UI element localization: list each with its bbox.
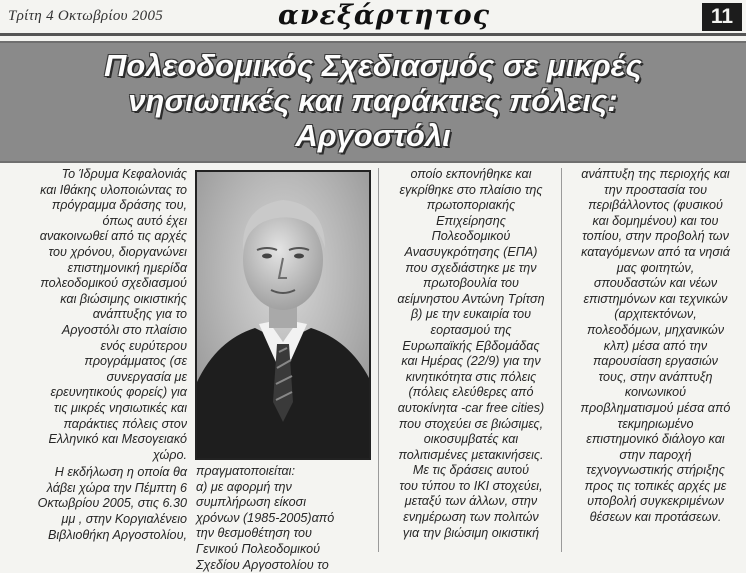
text-line: και Ιθάκης υλοποιώντας το xyxy=(40,182,187,197)
text-line: χρόνων (1985-2005)από xyxy=(196,510,335,525)
article-column-2 xyxy=(196,464,376,573)
text-line: καταγόμενων από τα νησιά xyxy=(581,244,730,259)
text-line: Πολεοδομικού xyxy=(431,229,511,244)
text-line: στην παροχή xyxy=(619,447,692,462)
headline-line: νησιωτικές και παράκτιες πόλεις: xyxy=(128,83,618,118)
text-line: ανάπτυξη της περιοχής και xyxy=(581,167,730,181)
text-line: και Ημέρας (22/9) για την xyxy=(401,354,541,369)
text-line: προς τις τοπικές αρχές με xyxy=(584,478,727,493)
text-line: παράκτιες πόλεις στον xyxy=(63,416,187,431)
text-line: α) με αφορμή την xyxy=(196,479,292,494)
portrait-photo xyxy=(195,170,371,460)
text-line: περιβάλλοντος (φυσικού xyxy=(588,198,723,213)
text-line: συμπλήρωση είκοσι xyxy=(196,495,307,510)
text-line: β) με την ευκαιρία του xyxy=(410,307,532,322)
masthead: ανεξάρτητος xyxy=(278,0,491,31)
text-line: επιστημονικό διάλογο και xyxy=(586,432,725,447)
text-line: Αργοστόλι στο πλαίσιο xyxy=(61,322,187,337)
text-line: τεχνογνωστικής στήριξης xyxy=(586,463,725,478)
text-line: παρουσίαση εργασιών xyxy=(593,354,718,369)
text-line: πολιτισμένες μετακινήσεις. xyxy=(398,447,544,462)
article-column-1 xyxy=(6,167,187,543)
headline-line: Αργοστόλι xyxy=(295,118,451,153)
headline-line: Πολεοδομικός Σχεδιασμός σε μικρές xyxy=(104,48,642,83)
text-line: κλπ) μέσα από την xyxy=(603,338,708,353)
text-line: σπουδαστών και νέων xyxy=(593,276,718,291)
text-line: Η εκδήλωση η οποία θα xyxy=(54,465,187,480)
text-line: μεταξύ των άλλων, στην xyxy=(404,494,538,509)
text-line: λάβει χώρα την Πέμπτη 6 xyxy=(46,480,187,495)
column-divider xyxy=(561,168,562,552)
text-line: του τύπου το ΙΚΙ στοχεύει, xyxy=(399,478,543,493)
text-line: οικοσυμβατές και xyxy=(423,432,519,447)
text-line: επιστημονική ημερίδα xyxy=(67,260,187,275)
header-rule xyxy=(0,33,746,36)
text-line: ενημέρωση των πολιτών xyxy=(403,510,539,525)
portrait-illustration xyxy=(197,172,369,458)
text-line: ερευνητικούς φορείς) για xyxy=(50,385,187,400)
text-line: κοινωνικού xyxy=(624,385,687,400)
text-line: πολεοδόμων, μηχανικών xyxy=(586,322,725,337)
text-line: Ευρωπαϊκής Εβδομάδας xyxy=(402,338,540,353)
text-line: Βιβλιοθήκη Αργοστολίου, xyxy=(47,527,187,542)
text-line: τους, στην ανάπτυξη xyxy=(598,369,713,384)
text-line: μμ , στην Κοργιαλένειο xyxy=(61,512,187,527)
text-line: που στοχεύει σε βιώσιμες, xyxy=(398,416,544,431)
text-line: Οκτωβρίου 2005, στις 6.30 xyxy=(37,496,187,511)
text-line: υποβολή συγκεκριμένων xyxy=(587,494,724,509)
text-line: τεκμηριωμένο xyxy=(617,416,694,431)
text-line: μας φοιτητών, xyxy=(616,260,695,275)
text-line: την προστασία του xyxy=(604,182,707,197)
text-line: Το Ίδρυμα Κεφαλονιάς xyxy=(61,167,187,181)
text-line: εγκρίθηκε στο πλαίσιο της xyxy=(399,182,543,197)
text-line: πολεοδομικού σχεδιασμού xyxy=(40,276,187,291)
date-line: Τρίτη 4 Οκτωβρίου 2005 xyxy=(8,8,164,24)
text-line: Ελληνικό και Μεσογειακό xyxy=(48,432,187,447)
text-line: αείμνηστου Αντώνη Τρίτση xyxy=(397,291,545,306)
text-line: οποίο εκπονήθηκε και xyxy=(410,167,532,181)
text-line: προγράμματος (σε xyxy=(84,354,187,369)
text-line: ανάπτυξης για το xyxy=(92,307,187,322)
text-line: αυτοκίνητα -car free cities) xyxy=(397,400,545,415)
text-line: όπως αυτό έχει xyxy=(102,213,187,228)
text-line: πρωτοβουλία του xyxy=(423,276,519,291)
text-line: τοπίου, στην προβολή των xyxy=(582,229,729,244)
text-line: πρόγραμμα δράσης του, xyxy=(51,198,187,213)
text-line: πρωτοποριακής xyxy=(426,198,516,213)
text-line: κινητικότητα στις πόλεις xyxy=(405,369,537,384)
text-line: για την βιώσιμη οικιστική xyxy=(402,525,540,540)
article-column-4 xyxy=(568,167,743,526)
page-number-badge: 11 xyxy=(702,3,742,31)
text-line: που σχεδιάστηκε με την xyxy=(405,260,537,275)
text-line: Με τις δράσεις αυτού xyxy=(412,463,530,478)
headline xyxy=(0,48,746,153)
text-line: Επιχείρησης xyxy=(436,213,506,228)
paragraph xyxy=(6,465,187,543)
text-line: και βιώσιμης οικιστικής xyxy=(60,291,187,306)
text-line: Σχεδίου Αργοστολίου το xyxy=(196,557,329,572)
text-line: Ανασυγκρότησης (ΕΠΑ) xyxy=(404,244,538,259)
text-line: (πόλεις ελεύθερες από xyxy=(408,385,534,400)
text-line: συνεργασία με xyxy=(106,369,187,384)
text-line: Γενικού Πολεοδομικού xyxy=(196,541,321,556)
text-line: χώρο. xyxy=(152,447,187,462)
text-line: προβληματισμού μέσα από xyxy=(580,400,731,415)
text-line: τις μικρές νησιωτικές και xyxy=(53,400,187,415)
text-line: επιστημόνων και τεχνικών xyxy=(583,291,728,306)
text-line: εορτασμού της xyxy=(430,322,512,337)
text-line: και δομημένου) και του xyxy=(592,213,719,228)
column-divider xyxy=(378,168,379,552)
text-line: την θεσμοθέτηση του xyxy=(196,526,312,541)
text-line: πραγματοποιείται: xyxy=(196,464,295,478)
article-column-3 xyxy=(386,167,556,541)
text-line: ανακοινωθεί από τις αρχές xyxy=(39,229,187,244)
text-line: του χρόνου, διοργανώνει xyxy=(48,244,187,259)
text-line: θέσεων και προτάσεων. xyxy=(589,510,722,525)
paragraph xyxy=(6,167,187,463)
text-line: (αρχιτεκτόνων, xyxy=(614,307,697,322)
text-line: ενός ευρύτερου xyxy=(100,338,187,353)
